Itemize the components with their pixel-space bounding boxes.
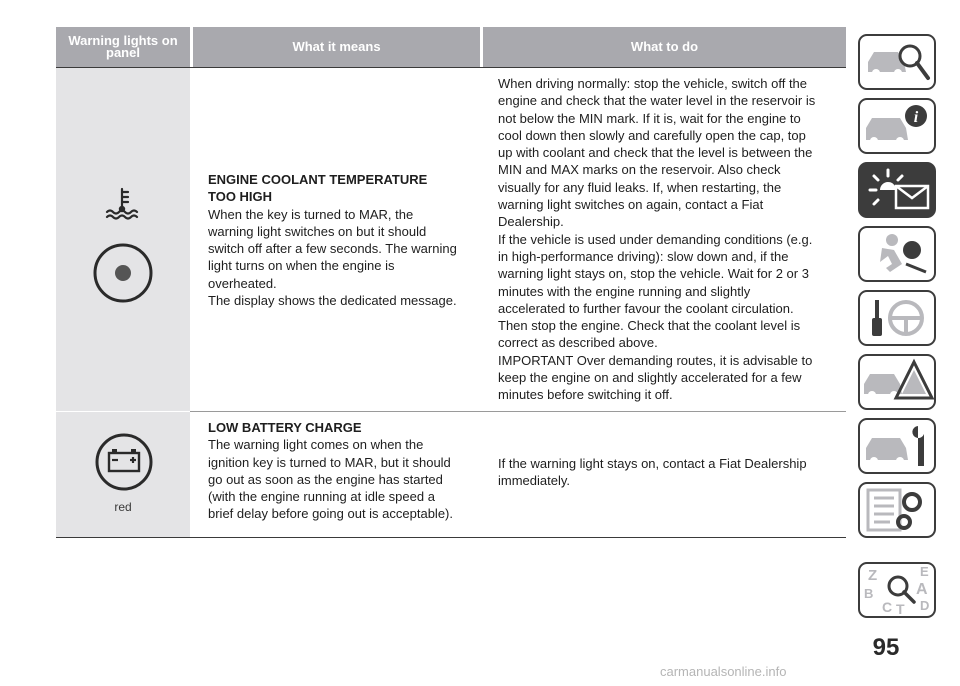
tab-safety[interactable] xyxy=(858,226,936,282)
svg-text:E: E xyxy=(920,564,929,579)
text-line: warning light switches on but it should xyxy=(208,223,427,239)
text-line: When the key is turned to MAR, the xyxy=(208,206,414,222)
text-line: minutes before switching it off. xyxy=(498,387,673,403)
coolant-title-line-2: TOO HIGH xyxy=(208,189,273,205)
text-line: switch off after a few seconds. The warning xyxy=(208,241,457,257)
tab-maintenance[interactable] xyxy=(858,418,936,474)
text-line: MIN and MAX marks on the reservoir. Also check xyxy=(498,162,781,178)
battery-meaning xyxy=(208,419,483,523)
svg-text:A: A xyxy=(916,581,928,598)
svg-text:D: D xyxy=(920,598,930,613)
tab-index[interactable] xyxy=(858,562,936,618)
text-line: If the warning light stays on, contact a Fiat Dealership xyxy=(498,456,807,471)
warning-light-message-icon xyxy=(860,164,934,216)
battery-title: LOW BATTERY CHARGE xyxy=(208,420,362,435)
text-line: visually for any fluid leaks. If, when restarting, the xyxy=(498,179,782,195)
text-line: go out as soon as the engine has started xyxy=(208,471,443,487)
text-line: (with the engine running at idle speed a xyxy=(208,489,435,505)
text-line: up with coolant and check that the level is between the xyxy=(498,145,813,161)
svg-text:T: T xyxy=(896,601,905,616)
text-line: The warning light comes on when the xyxy=(208,437,424,453)
text-line: If the vehicle is used under demanding conditions (e.g. xyxy=(498,231,813,247)
warning-indicator-icon xyxy=(92,242,154,304)
text-line: brief delay before going out is acceptable). xyxy=(208,506,453,522)
text-line: cool down then slowly and carefully open the cap, top xyxy=(498,127,806,143)
car-info-icon xyxy=(860,100,934,152)
text-line: The display shows the dedicated message. xyxy=(208,293,457,309)
text-line: accelerated to further favour the coolant circulation. xyxy=(498,300,794,316)
page-number: 95 xyxy=(872,634,900,661)
row-separator xyxy=(190,411,846,412)
text-line: IMPORTANT Over demanding routes, it is advisable to xyxy=(498,352,813,368)
warning-color-label: red xyxy=(114,500,132,514)
table-header xyxy=(56,27,846,67)
text-line: light turns on when the engine is xyxy=(208,258,395,274)
watermark-text: carmanualsonline.info xyxy=(660,664,787,679)
tab-starting-driving[interactable] xyxy=(858,290,936,346)
tab-technical-data[interactable] xyxy=(858,482,936,538)
car-search-icon xyxy=(860,36,934,88)
icon-cell-coolant xyxy=(56,68,190,411)
text-line: minutes with the engine running and slightly xyxy=(498,283,751,299)
svg-text:C: C xyxy=(882,599,893,615)
text-line: keep the engine on and slightly accelerated for a few xyxy=(498,370,802,386)
text-line: Dealership. xyxy=(498,214,564,230)
text-line: overheated. xyxy=(208,275,277,291)
tab-car-info[interactable] xyxy=(858,98,936,154)
text-line: ignition key is turned to MAR, but it should xyxy=(208,454,451,470)
svg-text:B: B xyxy=(864,586,874,601)
seat-airbag-icon xyxy=(860,228,934,280)
table-bottom-rule xyxy=(56,537,846,538)
battery-action xyxy=(498,455,843,490)
battery-icon xyxy=(94,432,154,492)
alphabetical-index-icon xyxy=(860,564,934,616)
coolant-title-line-1: ENGINE COOLANT TEMPERATURE xyxy=(208,172,428,187)
car-emergency-icon xyxy=(860,356,934,408)
tab-warning-lights[interactable] xyxy=(858,162,936,218)
text-line: warning light stays on, stop the vehicle. Wait for 2 or 3 xyxy=(498,266,809,282)
tab-car-search[interactable] xyxy=(858,34,936,90)
text-line: immediately. xyxy=(498,473,571,489)
text-line: Then stop the engine. Check that the coolant level is xyxy=(498,318,801,334)
text-line: not below the MIN mark. If it is, wait for the engine to xyxy=(498,110,801,126)
text-line: engine and check that the water level in the reservoir is xyxy=(498,93,816,109)
tab-emergency[interactable] xyxy=(858,354,936,410)
coolant-temperature-icon xyxy=(101,186,145,222)
coolant-meaning xyxy=(208,171,483,309)
text-line: correct as described above. xyxy=(498,335,658,351)
text-line: in high-performance driving): slow down and, if the xyxy=(498,248,789,264)
header-what-to-do: What to do xyxy=(483,27,846,67)
text-line: When driving normally: stop the vehicle, switch off the xyxy=(498,76,808,91)
coolant-action xyxy=(498,75,843,404)
technical-data-icon xyxy=(860,484,934,536)
key-steering-wheel-icon xyxy=(860,292,934,344)
svg-text:i: i xyxy=(913,109,919,126)
header-what-it-means: What it means xyxy=(193,27,480,67)
text-line: warning light switches on again, contact a Fiat xyxy=(498,197,764,213)
svg-text:Z: Z xyxy=(868,567,878,584)
header-warning-lights: Warning lights on panel xyxy=(56,27,190,67)
car-maintenance-icon xyxy=(860,420,934,472)
